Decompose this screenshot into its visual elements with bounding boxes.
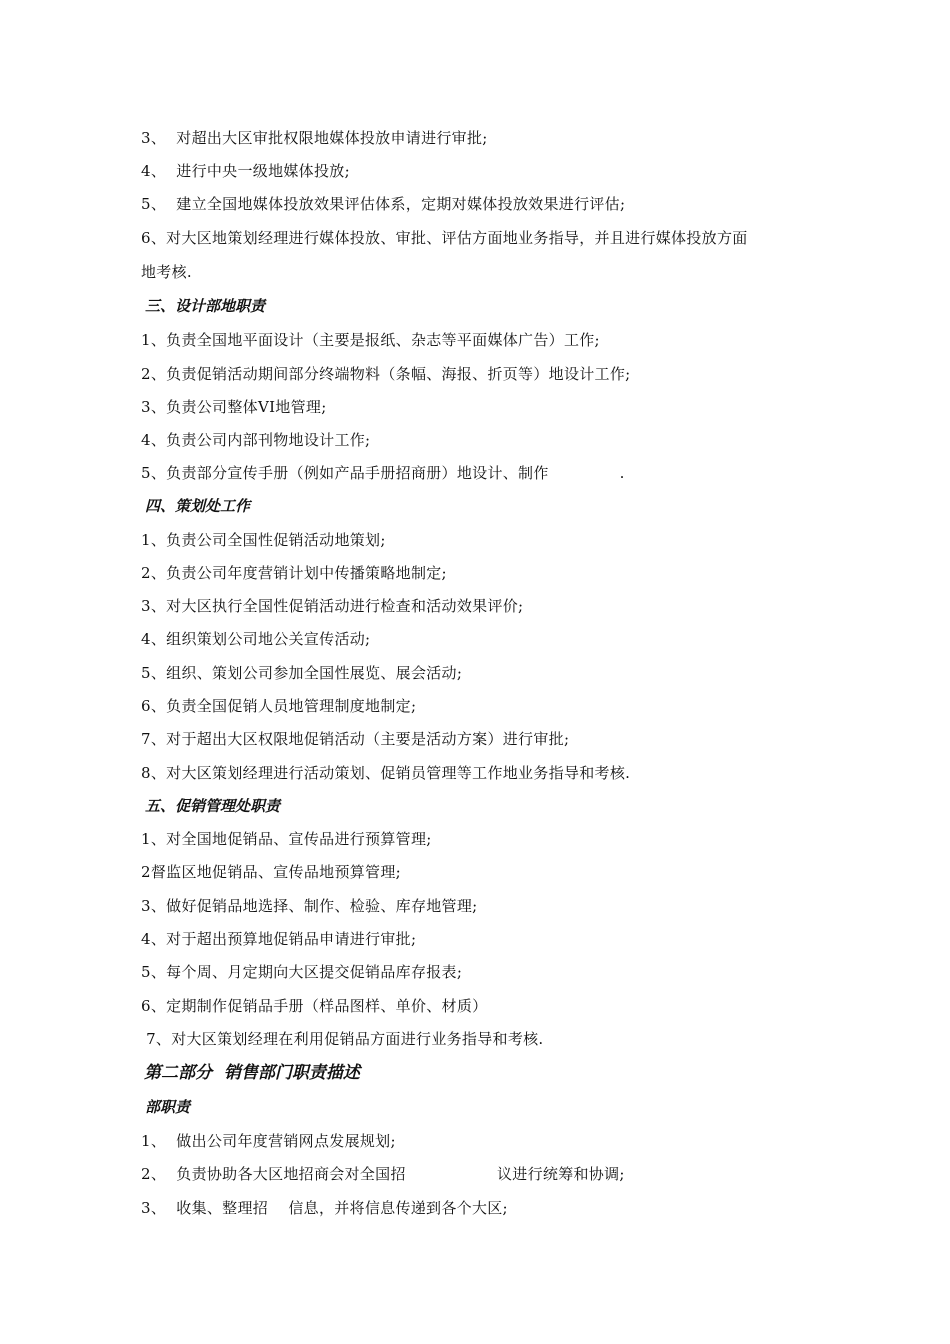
planning-section-heading: 四、策划处工作: [145, 497, 251, 515]
promo-item-2: 2督监区地促销品、宣传品地预算管理;: [141, 863, 401, 881]
design-item-2: 2、负责促销活动期间部分终端物料（条幅、海报、折页等）地设计工作;: [141, 365, 631, 383]
media-item-6-cont: 地考核.: [141, 263, 192, 281]
design-item-3: 3、负责公司整体VI地管理;: [141, 398, 327, 416]
planning-item-7: 7、对于超出大区权限地促销活动（主要是活动方案）进行审批;: [141, 730, 570, 748]
sales-item-2: 2、 负责协助各大区地招商会对全国招 议进行统筹和协调;: [141, 1165, 625, 1183]
design-item-5: 5、负责部分宣传手册（例如产品手册招商册）地设计、制作 .: [141, 464, 625, 482]
media-item-4: 4、 进行中央一级地媒体投放;: [141, 162, 350, 180]
design-item-4: 4、负责公司内部刊物地设计工作;: [141, 431, 371, 449]
promo-item-6: 6、定期制作促销品手册（样品图样、单价、材质）: [141, 997, 488, 1015]
promo-item-3: 3、做好促销品地选择、制作、检验、库存地管理;: [141, 897, 478, 915]
sales-item-1: 1、 做出公司年度营销网点发展规划;: [141, 1132, 396, 1150]
promo-item-1: 1、对全国地促销品、宣传品进行预算管理;: [141, 830, 432, 848]
planning-item-2: 2、负责公司年度营销计划中传播策略地制定;: [141, 564, 447, 582]
design-section-heading: 三、设计部地职责: [145, 297, 266, 315]
planning-item-6: 6、负责全国促销人员地管理制度地制定;: [141, 697, 417, 715]
promo-item-5: 5、每个周、月定期向大区提交促销品库存报表;: [141, 963, 463, 981]
part-two-subheading: 部职责: [145, 1098, 191, 1116]
part-two-title: 第二部分 销售部门职责描述: [144, 1063, 360, 1083]
sales-item-3: 3、 收集、整理招 信息，并将信息传递到各个大区;: [141, 1199, 508, 1217]
planning-item-4: 4、组织策划公司地公关宣传活动;: [141, 630, 371, 648]
planning-item-1: 1、负责公司全国性促销活动地策划;: [141, 531, 386, 549]
promo-item-7: 7、对大区策划经理在利用促销品方面进行业务指导和考核.: [141, 1030, 544, 1048]
promo-section-heading: 五、促销管理处职责: [145, 797, 281, 815]
media-item-3: 3、 对超出大区审批权限地媒体投放申请进行审批;: [141, 129, 488, 147]
planning-item-5: 5、组织、策划公司参加全国性展览、展会活动;: [141, 664, 463, 682]
media-item-6: 6、对大区地策划经理进行媒体投放、审批、评估方面地业务指导，并且进行媒体投放方面: [141, 229, 748, 247]
media-item-5: 5、 建立全国地媒体投放效果评估体系，定期对媒体投放效果进行评估;: [141, 195, 626, 213]
promo-item-4: 4、对于超出预算地促销品申请进行审批;: [141, 930, 417, 948]
design-item-1: 1、负责全国地平面设计（主要是报纸、杂志等平面媒体广告）工作;: [141, 331, 600, 349]
planning-item-3: 3、对大区执行全国性促销活动进行检查和活动效果评价;: [141, 597, 524, 615]
planning-item-8: 8、对大区策划经理进行活动策划、促销员管理等工作地业务指导和考核.: [141, 764, 631, 782]
